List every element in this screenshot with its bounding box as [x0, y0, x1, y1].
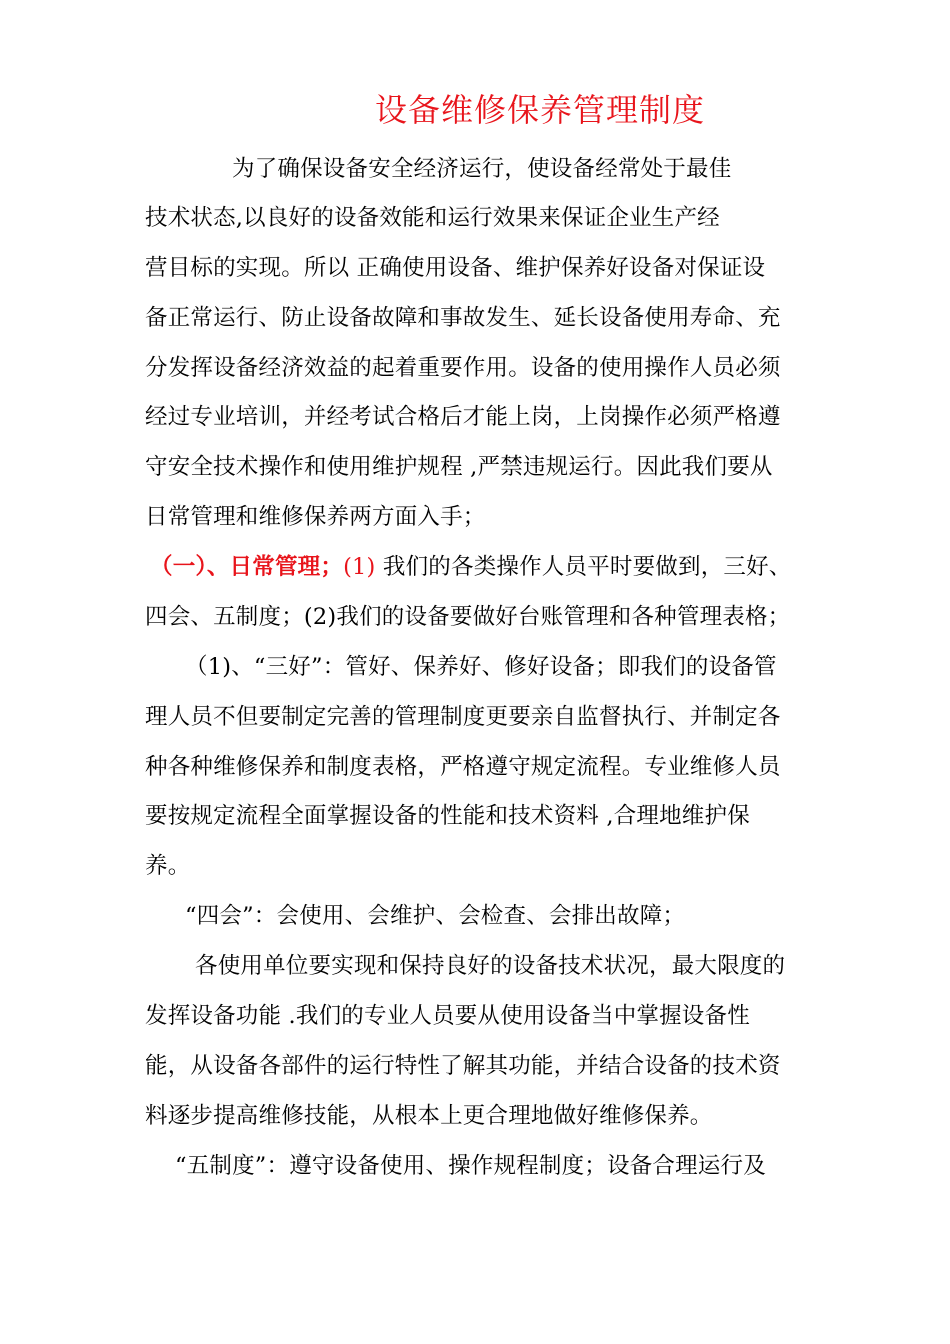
- paragraph-line: 料逐步提高维修技能，从根本上更合理地做好维修保养。: [145, 1103, 713, 1129]
- document-title: 设备维修保养管理制度: [375, 91, 706, 129]
- paragraph-line: 四会、五制度；(2)我们的设备要做好台账管理和各种管理表格；: [145, 604, 791, 630]
- paragraph-line: 备正常运行、防止设备故障和事故发生、延长设备使用寿命、充: [145, 305, 781, 331]
- section-item-number: (1): [343, 554, 376, 580]
- paragraph-line: 为了确保设备安全经济运行，使设备经常处于最佳: [232, 156, 732, 182]
- section-text: 我们的各类操作人员平时要做到，三好、: [375, 554, 792, 580]
- paragraph-line: （1)、“三好”：管好、保养好、修好设备；即我们的设备管: [185, 654, 777, 680]
- paragraph-line: 理人员不但要制定完善的管理制度更要亲自监督执行、并制定各: [145, 704, 781, 730]
- section-heading: （一）、日常管理；: [150, 554, 344, 580]
- paragraph-line: 技术状态,以良好的设备效能和运行效果来保证企业生产经: [145, 205, 720, 231]
- paragraph-line: 分发挥设备经济效益的起着重要作用。设备的使用操作人员必须: [145, 355, 781, 381]
- paragraph-line: 种各种维修保养和制度表格，严格遵守规定流程。专业维修人员: [145, 754, 781, 780]
- paragraph-line: “五制度”：遵守设备使用、操作规程制度；设备合理运行及: [175, 1153, 766, 1179]
- paragraph-line: 营目标的实现。所以 正确使用设备、维护保养好设备对保证设: [145, 255, 766, 281]
- paragraph-line: 发挥设备功能 .我们的专业人员要从使用设备当中掌握设备性: [145, 1003, 750, 1029]
- paragraph-line: 要按规定流程全面掌握设备的性能和技术资料 ,合理地维护保: [145, 803, 750, 829]
- paragraph-line: “四会”：会使用、会维护、会检查、会排出故障；: [185, 903, 686, 929]
- paragraph-line: 养。: [145, 853, 191, 879]
- paragraph-line: 守安全技术操作和使用维护规程 ,严禁违规运行。因此我们要从: [145, 454, 773, 480]
- section-heading-line: [150, 552, 792, 582]
- paragraph-line: 能，从设备各部件的运行特性了解其功能，并结合设备的技术资: [145, 1053, 781, 1079]
- paragraph-line: 经过专业培训，并经考试合格后才能上岗，上岗操作必须严格遵: [145, 404, 781, 430]
- paragraph-line: 日常管理和维修保养两方面入手；: [145, 504, 486, 530]
- paragraph-line: 各使用单位要实现和保持良好的设备技术状况，最大限度的: [195, 953, 786, 979]
